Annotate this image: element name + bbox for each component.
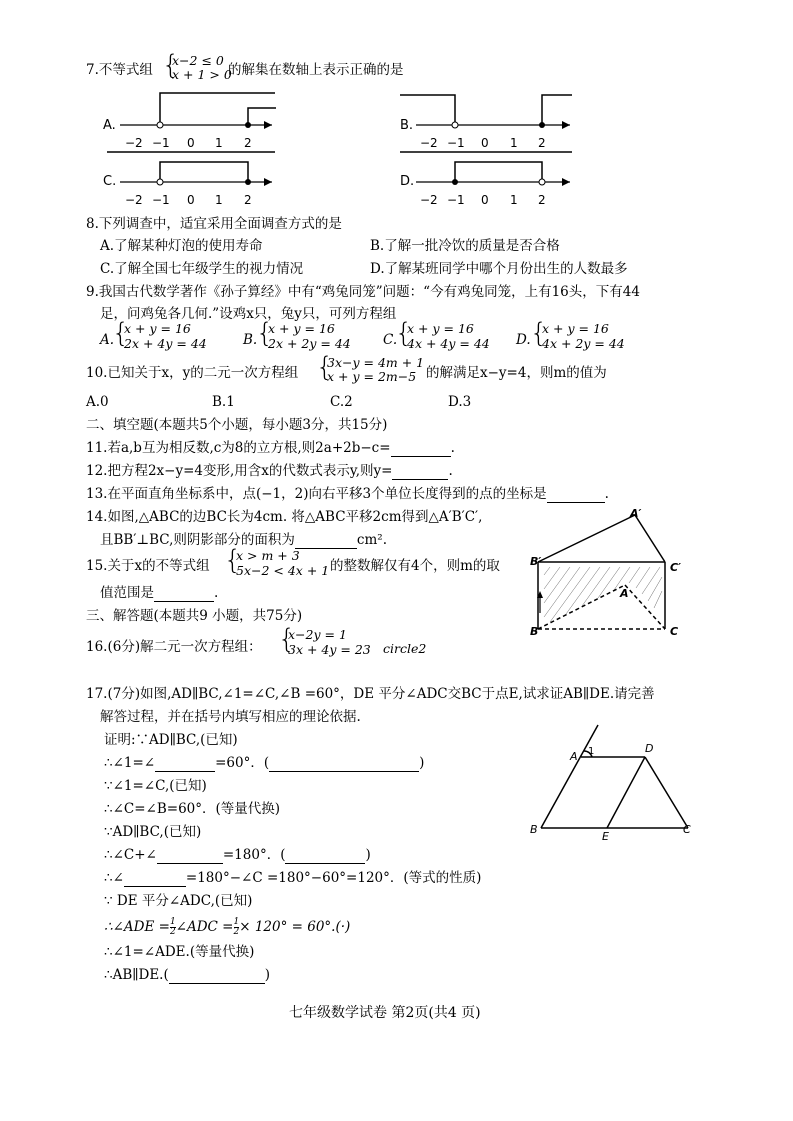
- ticks-b: [420, 136, 546, 150]
- tick-label: −1: [447, 136, 465, 150]
- frac-num: 1: [169, 917, 176, 927]
- q14-unit: cm².: [356, 532, 387, 548]
- tick-label: −1: [152, 136, 170, 150]
- tick-label: 2: [244, 193, 252, 207]
- q15-line2: [100, 584, 218, 602]
- q7-sys-line2: x + 1 > 0: [172, 67, 232, 82]
- tick-label: 2: [538, 193, 546, 207]
- q15-eq2: 5x−2 < 4x + 1: [236, 563, 330, 578]
- q8-stem: 8.下列调查中，适宜采用全面调查方式的是: [86, 216, 342, 232]
- q9-line2: 足，问鸡兔各几何.”设鸡x只，兔y只，可列方程组: [100, 306, 397, 322]
- label-a: A: [620, 587, 629, 600]
- q15-post: 的整数解仅有4个，则m的取: [330, 558, 500, 574]
- proof-11-pre: ∴AB∥DE.(: [104, 967, 169, 983]
- q9-c-brace: {: [395, 318, 413, 349]
- label-angle-1: 1: [588, 746, 595, 757]
- q9-b-brace: {: [256, 318, 274, 349]
- option-b-number-line: [400, 95, 572, 133]
- tick-label: 0: [481, 193, 489, 207]
- q8-option-b: B.了解一批冷饮的质量是否合格: [370, 238, 560, 254]
- q9-d-eq1: x + y = 16: [542, 321, 609, 336]
- proof-line-11: [104, 966, 270, 984]
- q14-line1: 14.如图,△ABC的边BC长为4cm. 将△ABC平移2cm得到△A′B′C′,: [86, 509, 483, 525]
- tick-label: −2: [420, 193, 438, 207]
- tick-label: 1: [510, 136, 518, 150]
- frac-den: 2: [169, 927, 176, 937]
- q11-answer-blank[interactable]: [391, 442, 451, 457]
- q11-period: .: [450, 440, 455, 456]
- q16-text: 16.(6分)解二元一次方程组：: [86, 639, 262, 655]
- q16-tag: circle2: [383, 641, 427, 656]
- frac-den: 2: [233, 927, 240, 937]
- q10-option-b: B.1: [212, 394, 235, 410]
- tick-label: 2: [538, 136, 546, 150]
- label-a-prime: A′: [630, 507, 642, 520]
- q9-a-brace: {: [112, 318, 130, 349]
- tick-label: −1: [152, 193, 170, 207]
- q16-eq1: x−2y = 1: [288, 627, 347, 642]
- q10-brace: {: [316, 352, 334, 383]
- option-d-number-line: [400, 152, 572, 189]
- q17-line1: 17.(7分)如图,AD∥BC,∠1=∠C,∠B =60°，DE 平分∠ADC交BC于点E,试求证AB∥DE.请完善: [86, 686, 655, 702]
- label-b: B: [530, 823, 538, 836]
- tick-label: −2: [420, 136, 438, 150]
- proof-9-pre: ∴∠ADE =: [104, 919, 170, 935]
- q10-eq2: x + y = 2m−5: [327, 369, 417, 384]
- option-c-number-line: [103, 152, 275, 189]
- ticks-c: [125, 193, 252, 207]
- proof-7-blank-angle[interactable]: [124, 872, 186, 887]
- q9-d-label: D.: [516, 332, 531, 348]
- q9-c-eq2: 4x + 4y = 44: [407, 336, 490, 351]
- proof-2-blank-angle[interactable]: [155, 757, 215, 772]
- q10-stem-post: 的解满足x−y=4，则m的值为: [426, 365, 607, 381]
- proof-line-1: 证明:∵AD∥BC,(已知): [104, 732, 238, 748]
- proof-6-post: ): [365, 847, 371, 863]
- q8-option-c: C.了解全国七年级学生的视力情况: [100, 261, 304, 277]
- tick-label: 2: [244, 136, 252, 150]
- q8-option-a: A.了解某种灯泡的使用寿命: [100, 238, 263, 254]
- q9-d-eq2: 4x + 2y = 44: [542, 336, 625, 351]
- label-c: C: [683, 823, 691, 836]
- proof-line-8: ∵ DE 平分∠ADC,(已知): [104, 893, 253, 909]
- proof-6-blank-reason[interactable]: [285, 849, 365, 864]
- proof-2-post: ): [419, 755, 425, 771]
- proof-2-pre: ∴∠1=∠: [104, 755, 156, 771]
- q14-answer-blank[interactable]: [295, 534, 357, 549]
- proof-11-blank-reason[interactable]: [169, 969, 265, 984]
- q9-b-eq2: 2x + 2y = 44: [268, 336, 351, 351]
- page-footer: 七年级数学试卷 第2页(共4 页): [289, 1005, 481, 1021]
- option-d-label: D.: [400, 174, 415, 189]
- option-a-label: A.: [103, 118, 116, 133]
- frac-num: 1: [233, 917, 240, 927]
- proof-line-7: [104, 869, 481, 887]
- q9-b-label: B.: [243, 332, 258, 348]
- q10-stem-pre: 10.已知关于x，y的二元一次方程组: [86, 365, 299, 381]
- option-a-number-line: [103, 93, 276, 133]
- tick-label: −2: [125, 136, 143, 150]
- proof-line-5: ∵AD∥BC,(已知): [104, 824, 202, 840]
- proof-7-post: =180°−∠C =180°−60°=120°．(等式的性质): [185, 870, 482, 886]
- q15-brace: {: [224, 545, 242, 576]
- tick-label: 1: [215, 193, 223, 207]
- q16-eq2: 3x + 4y = 23: [288, 642, 371, 657]
- q11: [86, 439, 455, 457]
- q8-option-d: D.了解某班同学中哪个月份出生的人数最多: [370, 261, 628, 277]
- proof-line-10: ∴∠1=∠ADE.(等量代换): [104, 944, 255, 960]
- q10-option-d: D.3: [448, 394, 472, 410]
- q10-option-a: A.0: [86, 394, 109, 410]
- section-2-heading: 二、填空题(本题共5个小题，每小题3分，共15分): [86, 417, 388, 433]
- q12-text: 12.把方程2x−y=4变形,用含x的代数式表示y,则y=: [86, 463, 393, 479]
- option-b-label: B.: [400, 118, 414, 133]
- q9-line1: 9.我国古代数学著作《孙子算经》中有“鸡兔同笼”问题：“今有鸡兔同笼，上有16头，下有44: [86, 284, 640, 300]
- proof-2-blank-reason[interactable]: [269, 757, 419, 772]
- q10-eq1: 3x−y = 4m + 1: [327, 355, 425, 370]
- tick-label: 1: [215, 136, 223, 150]
- proof-6-mid: =180°．(: [222, 847, 286, 863]
- q9-a-eq2: 2x + 4y = 44: [124, 336, 207, 351]
- tick-label: 1: [510, 193, 518, 207]
- q13-text: 13.在平面直角坐标系中，点(−1，2)向右平移3个单位长度得到的点的坐标是: [86, 486, 547, 502]
- q13: [86, 485, 609, 503]
- q17-figure: [525, 720, 705, 845]
- proof-7-pre: ∴∠: [104, 870, 124, 886]
- tick-label: −1: [447, 193, 465, 207]
- section-3-heading: 三、解答题(本题共9 小题，共75分): [86, 608, 303, 624]
- q9-c-label: C.: [383, 332, 398, 348]
- label-d: D: [645, 742, 654, 755]
- q10-option-c: C.2: [330, 394, 353, 410]
- q7-stem-pre: 7.不等式组: [86, 62, 153, 78]
- q7-brace: {: [162, 50, 180, 81]
- tick-label: 0: [187, 136, 195, 150]
- proof-line-4: ∴∠C=∠B=60°．(等量代换): [104, 801, 281, 817]
- label-b: B: [530, 625, 539, 638]
- proof-9-post: × 120° = 60°.(·): [239, 919, 351, 935]
- ticks-a: [125, 136, 252, 150]
- q15-pre: 15.关于x的不等式组: [86, 558, 210, 574]
- proof-line-9: [104, 918, 350, 937]
- label-c: C: [670, 625, 679, 638]
- proof-11-post: ): [264, 967, 271, 983]
- proof-line-2: [104, 754, 424, 772]
- q13-period: .: [604, 486, 609, 502]
- q9-a-label: A.: [100, 332, 115, 348]
- q17-line2: 解答过程，并在括号内填写相应的理论依据.: [100, 709, 361, 725]
- proof-line-6: [104, 846, 371, 864]
- q15-eq1: x > m + 3: [236, 548, 300, 563]
- label-e: E: [602, 830, 609, 843]
- q7-stem-post: 的解集在数轴上表示正确的是: [228, 62, 404, 78]
- label-b-prime: B′: [530, 555, 542, 568]
- q13-answer-blank[interactable]: [547, 488, 605, 503]
- tick-label: −2: [125, 193, 143, 207]
- q9-b-eq1: x + y = 16: [268, 321, 335, 336]
- q15-answer-blank[interactable]: [154, 587, 214, 602]
- q12-answer-blank[interactable]: [392, 465, 448, 480]
- q12-period: .: [448, 463, 453, 479]
- q16-brace: {: [278, 624, 296, 655]
- q15-text: 值范围是: [100, 585, 154, 601]
- q11-text: 11.若a,b互为相反数,c为8的立方根,则2a+2b−c=: [86, 440, 391, 456]
- q9-c-eq1: x + y = 16: [407, 321, 474, 336]
- proof-6-pre: ∴∠C+∠: [104, 847, 157, 863]
- proof-2-mid: =60°．(: [215, 755, 270, 771]
- label-a: A: [570, 750, 578, 763]
- q14-text: 且BB′⊥BC,则阴影部分的面积为: [100, 532, 295, 548]
- proof-9-mid: ∠ADC =: [175, 919, 234, 935]
- ticks-d: [420, 193, 546, 207]
- label-c-prime: C′: [670, 561, 681, 574]
- option-c-label: C.: [103, 174, 117, 189]
- proof-line-3: ∵∠1=∠C,(已知): [104, 778, 207, 794]
- tick-label: 0: [187, 193, 195, 207]
- q15-period: .: [214, 585, 219, 601]
- q14-figure: [530, 505, 710, 645]
- proof-6-blank-angle[interactable]: [157, 849, 223, 864]
- q12: [86, 462, 453, 480]
- q7-sys-line1: x−2 ≤ 0: [172, 53, 224, 68]
- tick-label: 0: [481, 136, 489, 150]
- q9-a-eq1: x + y = 16: [124, 321, 191, 336]
- q14-line2: [100, 531, 387, 549]
- q9-d-brace: {: [530, 318, 548, 349]
